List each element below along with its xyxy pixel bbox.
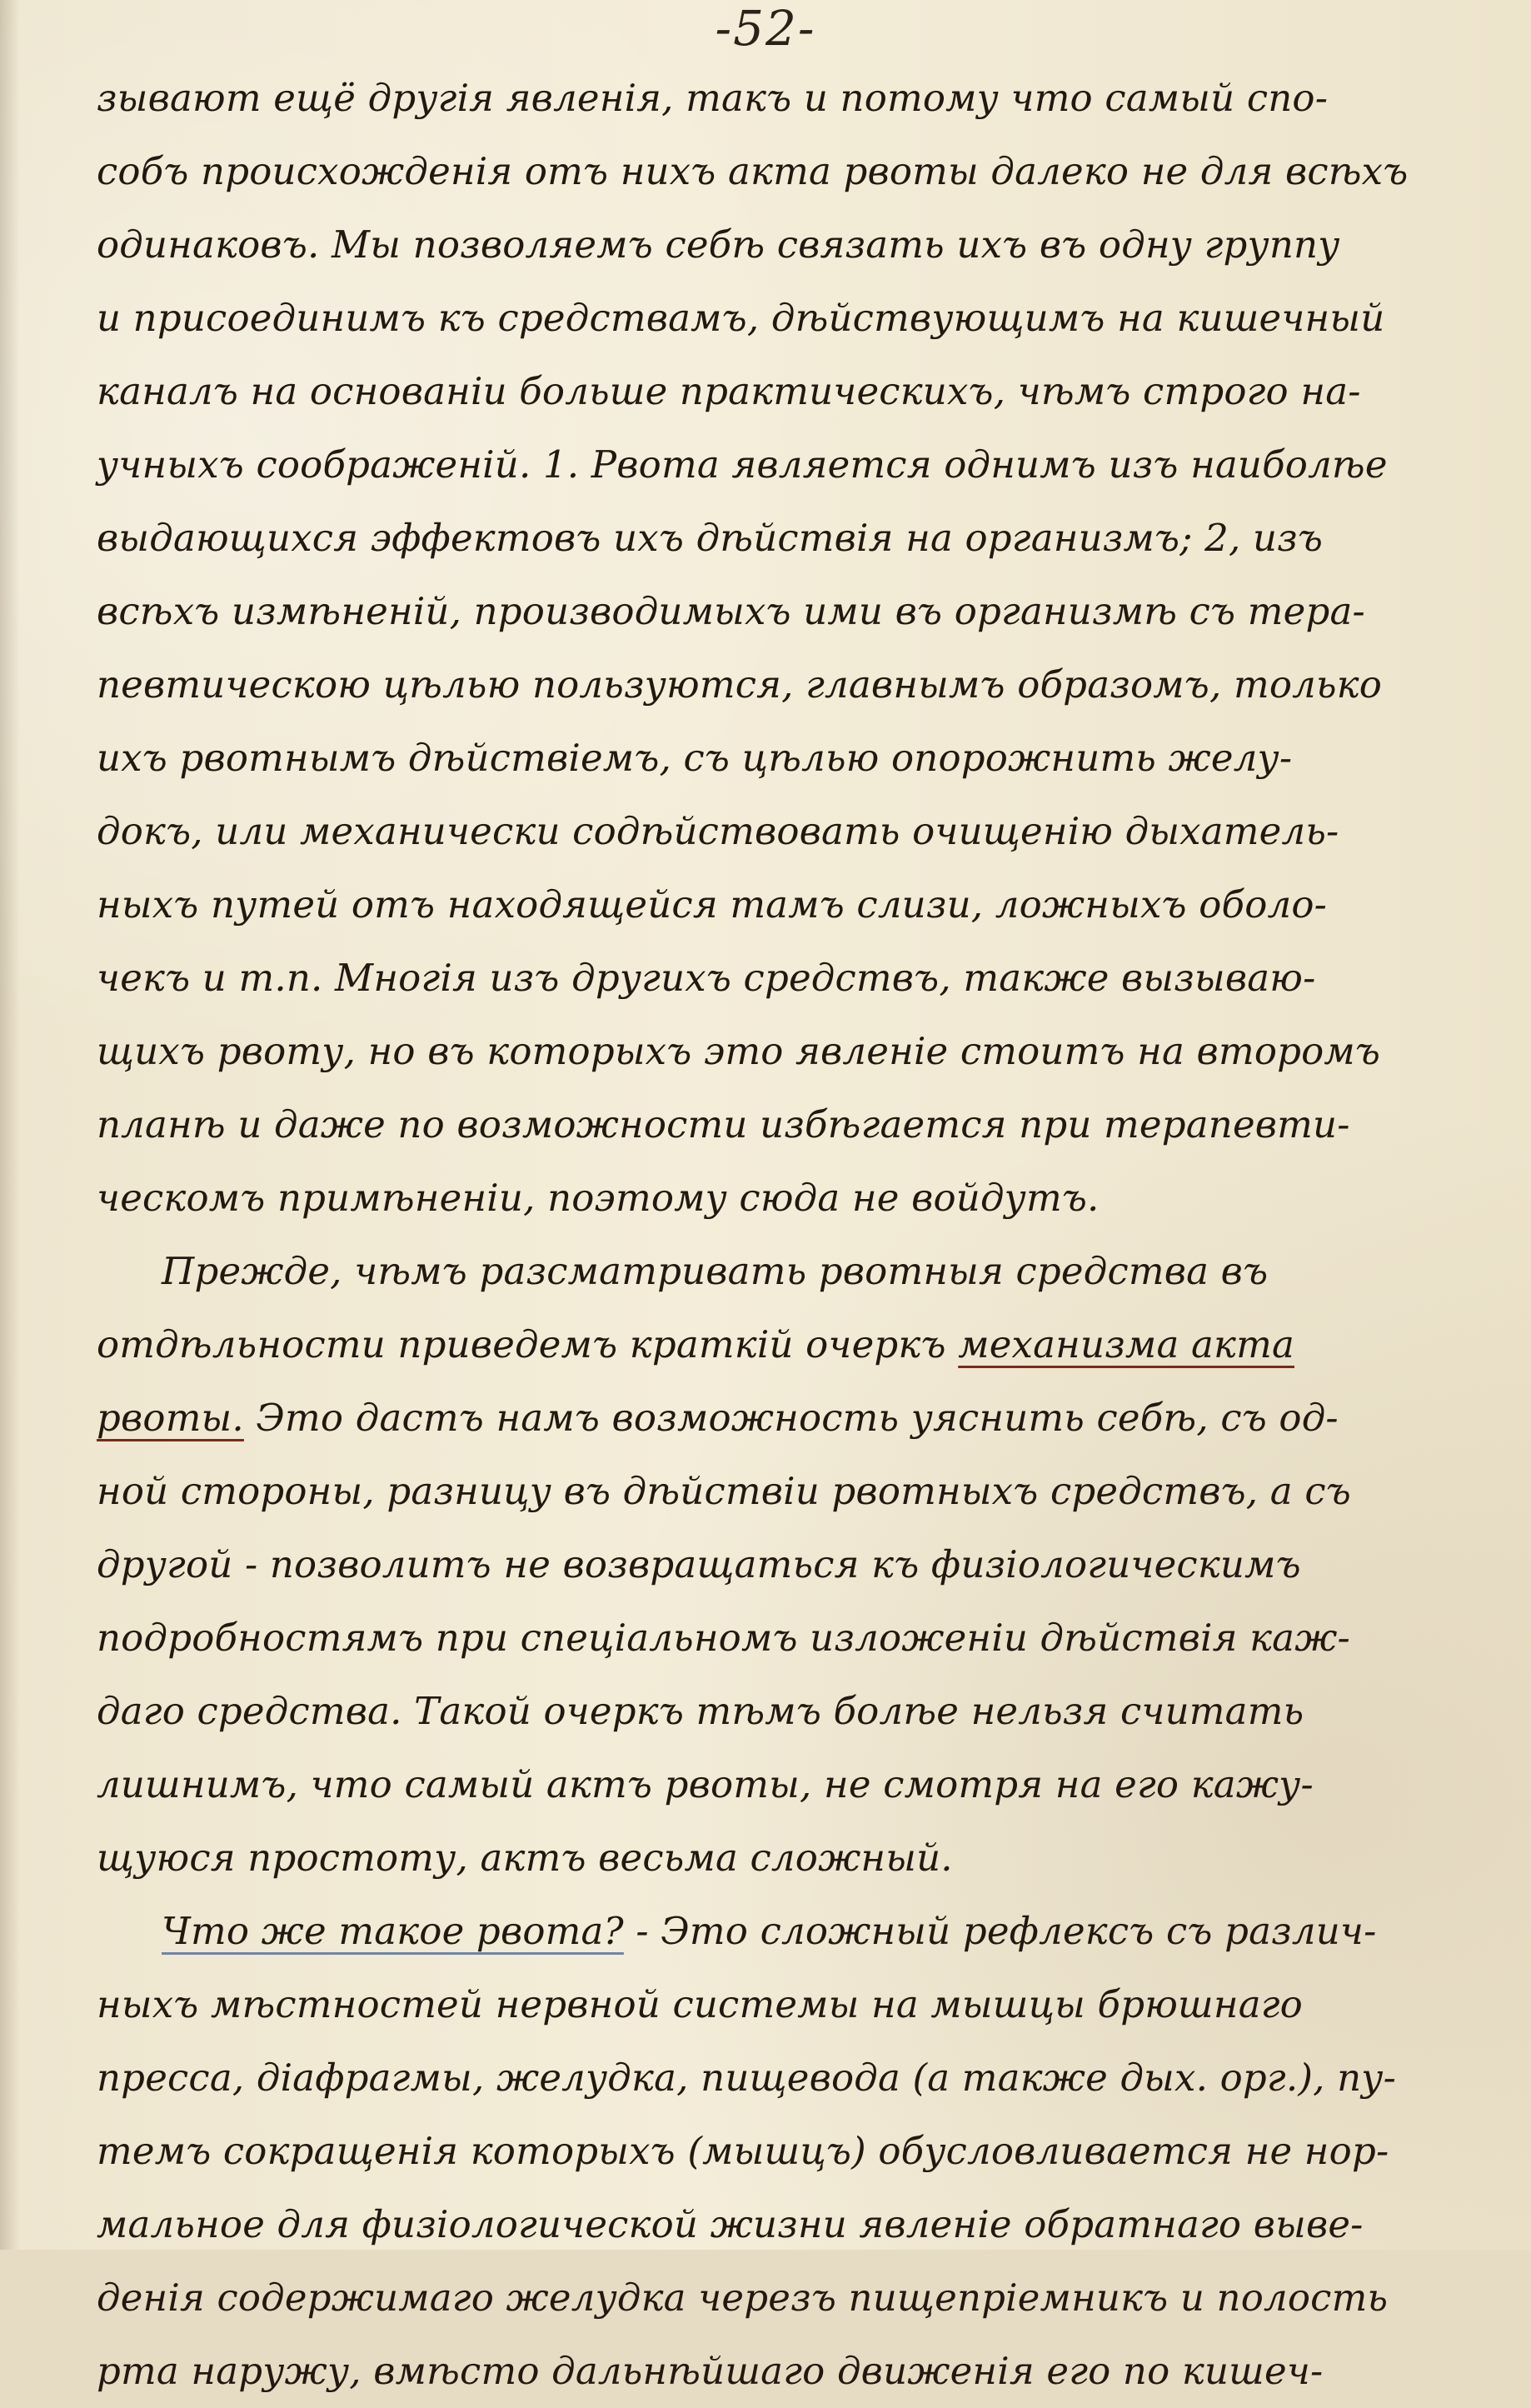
text-line-1: зывают ещё другія явленія, такъ и потому что самый спо- [97,76,1329,120]
text-line-7: выдающихся эффектовъ ихъ дѣйствія на организмъ; 2, изъ [97,516,1324,560]
text-line-30: мальное для физіологической жизни явленіе обратнаго выве- [97,2202,1364,2246]
left-page-shadow [0,0,20,2250]
text-line-22: подробностямъ при спеціальномъ изложеніи дѣйствія каж- [97,1616,1350,1660]
text-line-4: и присоединимъ къ средствамъ, дѣйствующимъ на кишечный [97,296,1385,340]
text-line-31: денія содержимаго желудка черезъ пищепріемникъ и полость [97,2276,1389,2320]
text-line-3: одинаковъ. Мы позволяемъ себѣ связать ихъ въ одну группу [97,222,1340,267]
handwritten-text-block [97,62,1454,2408]
text-line-15: планѣ и даже по возможности избѣгается при терапевти- [97,1102,1350,1147]
text-line-26 [97,1895,1454,1968]
text-line-18-prefix: отдѣльности приведемъ краткій очеркъ [97,1322,959,1366]
text-line-27: ныхъ мѣстностей нервной системы на мышцы брюшнаго [97,1982,1303,2026]
text-line-8: всѣхъ измѣненій, производимыхъ ими въ организмѣ съ тера- [97,589,1365,633]
text-line-19 [97,1381,1454,1455]
text-line-13: чекъ и т.п. Многія изъ другихъ средствъ, также вызываю- [97,956,1316,1000]
text-line-10: ихъ рвотнымъ дѣйствіемъ, съ цѣлью опорожнить желу- [97,736,1293,780]
text-line-21: другой - позволитъ не возвращаться къ физіологическимъ [97,1542,1301,1586]
text-line-19-suffix: Это дастъ намъ возможность уяснить себѣ, съ од- [243,1396,1339,1440]
text-line-2: собъ происхожденія отъ нихъ акта рвоты далеко не для всѣхъ [97,149,1409,193]
underlined-mechanism-phrase: механизма акта [958,1322,1294,1366]
underlined-question: Что же такое рвота? [162,1909,624,1953]
page-number: -52- [715,0,816,57]
underlined-vomiting-word: рвоты. [97,1396,244,1440]
text-line-11: докъ, или механически содѣйствовать очищенію дыхатель- [97,809,1339,853]
text-line-20: ной стороны, разницу въ дѣйствіи рвотныхъ средствъ, а съ [97,1469,1351,1513]
text-line-32: рта наружу, вмѣсто дальнѣйшаго движенія его по кишеч- [97,2349,1324,2393]
text-line-26-suffix: - Это сложный рефлексъ съ различ- [623,1909,1377,1953]
text-line-9: певтическою цѣлью пользуются, главнымъ образомъ, только [97,662,1383,707]
text-line-25: щуюся простоту, актъ весьма сложный. [97,1836,953,1880]
text-line-28: пресса, діафрагмы, желудка, пищевода (а также дых. орг.), пу- [97,2056,1397,2100]
text-line-18 [97,1308,1454,1381]
text-line-16: ческомъ примѣненіи, поэтому сюда не войдутъ. [97,1176,1100,1220]
text-line-29: темъ сокращенія которыхъ (мышцъ) обусловливается не нор- [97,2129,1389,2173]
text-line-24: лишнимъ, что самый актъ рвоты, не смотря на его кажу- [97,1762,1314,1806]
text-line-17: Прежде, чѣмъ разсматривать рвотныя средства въ [162,1249,1269,1293]
text-line-6: учныхъ соображеній. 1. Рвота является однимъ изъ наиболѣе [97,442,1388,487]
text-line-5: каналъ на основаніи больше практическихъ, чѣмъ строго на- [97,369,1361,413]
text-line-23: даго средства. Такой очеркъ тѣмъ болѣе нельзя считать [97,1689,1304,1733]
text-line-12: ныхъ путей отъ находящейся тамъ слизи, ложныхъ оболо- [97,882,1328,927]
text-line-14: щихъ рвоту, но въ которыхъ это явленіе стоитъ на второмъ [97,1029,1381,1073]
